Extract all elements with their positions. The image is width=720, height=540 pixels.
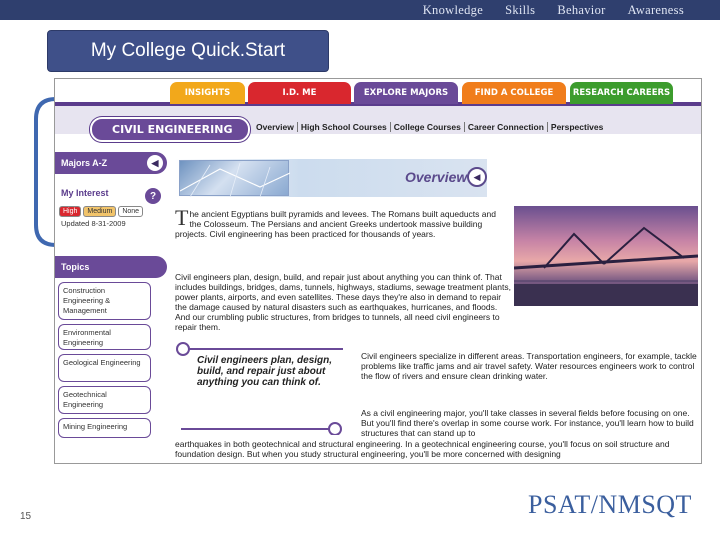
- topic-item[interactable]: Construction Engineering & Management: [58, 282, 151, 320]
- sidebar: [55, 152, 167, 464]
- tab-insights[interactable]: INSIGHTS: [170, 82, 245, 104]
- subnav-college-courses[interactable]: College Courses: [391, 122, 465, 132]
- interest-box: [55, 188, 167, 248]
- topic-item[interactable]: Mining Engineering: [58, 418, 151, 438]
- paragraph-specialize: Civil engineers specialize in different areas. Transportation engineers, for example, tackle problems like traffic jams and air travel safety. Water resources engineers work to control the flow of rivers and ensure clean drinking water.: [361, 351, 697, 381]
- paragraph-plan: Civil engineers plan, design, build, and repair just about anything you can think of. That includes buildings, bridges, dams, tunnels, highways, stadiums, sewage treatment plants, power plants, airports, and even satellites. These days they're also in demand to repair the damage caused by natural disasters such as earthquakes, hurricanes, and floods. And our crumbling public structures, from bridges to tunnels, all need civil engineers to repair them.: [175, 272, 511, 332]
- topics-header: Topics: [55, 256, 167, 278]
- topic-item[interactable]: Environmental Engineering: [58, 324, 151, 350]
- header-nav: [0, 0, 720, 20]
- psat-logo: PSAT/NMSQT: [528, 490, 692, 519]
- overview-label: Overview: [405, 169, 468, 185]
- subnav-high-school-courses[interactable]: High School Courses: [298, 122, 391, 132]
- nav-behavior[interactable]: Behavior: [557, 2, 606, 17]
- bridge-photo: [514, 206, 698, 306]
- paragraph-major: As a civil engineering major, you'll take classes in several fields before focusing on one. But you'll find there's overlap in some course work. For instance, you'll learn how to build structures that can stand up to: [361, 408, 694, 438]
- slide-number: 15: [20, 511, 32, 522]
- majors-az-button[interactable]: Majors A-Z ◀: [55, 152, 167, 174]
- tab-explore-majors[interactable]: EXPLORE MAJORS: [354, 82, 458, 104]
- slide-title-box: [47, 30, 329, 72]
- level-high[interactable]: High: [59, 206, 81, 217]
- overview-banner: [175, 159, 487, 197]
- subnav-overview[interactable]: Overview: [253, 122, 298, 132]
- subnav-perspectives[interactable]: Perspectives: [550, 122, 604, 132]
- major-title: CIVIL ENGINEERING: [90, 117, 250, 142]
- tab-research-careers[interactable]: RESEARCH CAREERS: [570, 82, 673, 104]
- nav-skills[interactable]: Skills: [505, 2, 536, 17]
- paragraph-intro: The ancient Egyptians built pyramids and levees. The Romans built aqueducts and the Colosseum. The Persians and ancient Greeks undertook massive building projects. Civil engineering has been practiced for thousands of years.: [175, 205, 496, 239]
- help-icon[interactable]: ?: [145, 188, 161, 204]
- slide-title: My College Quick.Start: [90, 40, 286, 61]
- subnav: [253, 122, 606, 132]
- main-content: [173, 159, 701, 464]
- bridge-thumbnail: [179, 160, 289, 196]
- nav-awareness[interactable]: Awareness: [627, 2, 684, 17]
- main-tabs: [55, 79, 702, 106]
- topic-item[interactable]: Geotechnical Engineering: [58, 386, 151, 414]
- tab-find-a-college[interactable]: FIND A COLLEGE: [462, 82, 566, 104]
- paragraph-geotechnical: earthquakes in both geotechnical and structural engineering. In a geotechnical engineering course, you'll focus on soil structure and foundation design. But when you study structural engineering, you'll be more concerned with designing: [175, 439, 670, 459]
- level-medium[interactable]: Medium: [83, 206, 116, 217]
- interest-label: My Interest: [61, 188, 109, 198]
- drop-cap: T: [175, 205, 189, 230]
- updated-date: Updated 8-31-2009: [61, 219, 126, 228]
- website-screenshot: [54, 78, 702, 464]
- level-none[interactable]: None: [118, 206, 143, 217]
- arrow-left-icon[interactable]: ◀: [147, 155, 163, 171]
- subnav-career-connection[interactable]: Career Connection: [465, 122, 548, 132]
- pull-quote: Civil engineers plan, design, build, and repair just about anything you can think of.: [197, 355, 333, 388]
- arrow-left-icon[interactable]: ◀: [467, 167, 487, 187]
- topic-item[interactable]: Geological Engineering: [58, 354, 151, 382]
- tab-id-me[interactable]: I.D. ME: [248, 82, 351, 104]
- nav-knowledge[interactable]: Knowledge: [422, 2, 484, 17]
